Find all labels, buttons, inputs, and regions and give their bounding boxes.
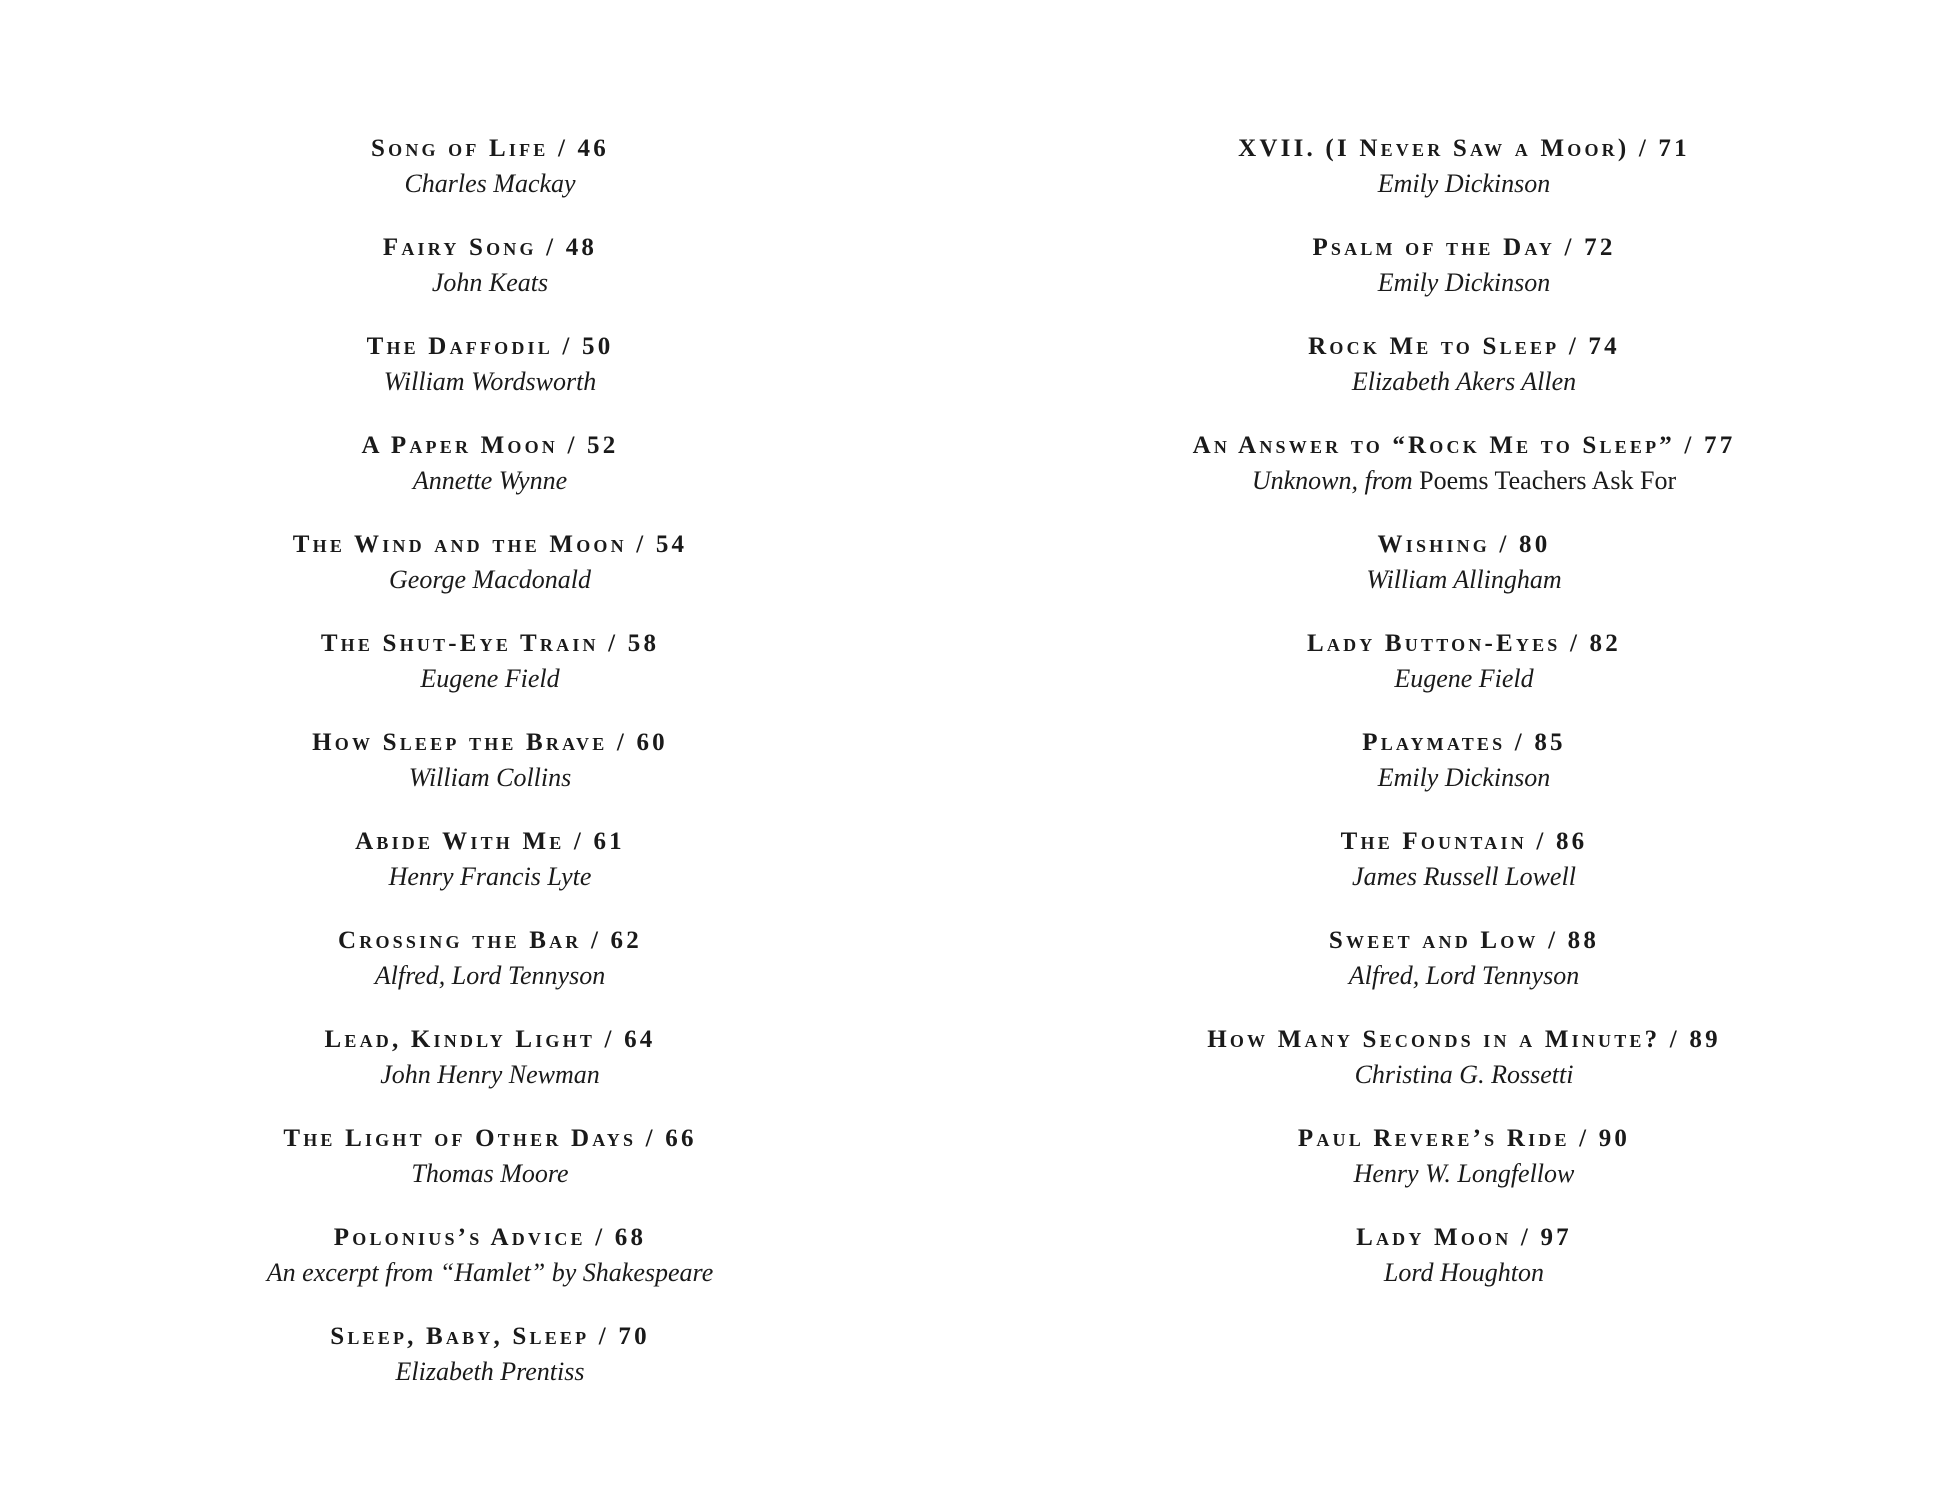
poem-author: James Russell Lowell xyxy=(1352,862,1576,891)
toc-entry xyxy=(1366,529,1561,628)
poem-title: Wishing / 80 xyxy=(1377,531,1551,558)
poem-author: William Wordsworth xyxy=(383,367,597,396)
toc-entry xyxy=(338,925,642,1024)
toc-entry xyxy=(330,1321,650,1420)
poem-author: Henry Francis Lyte xyxy=(388,862,592,891)
toc-entry xyxy=(1298,1123,1630,1222)
toc-entry xyxy=(355,826,625,925)
poem-author: John Henry Newman xyxy=(380,1060,600,1089)
poem-title: Fairy Song / 48 xyxy=(382,234,598,261)
poem-title: Lady Button-Eyes / 82 xyxy=(1307,630,1621,657)
toc-entry xyxy=(1193,430,1736,529)
poem-author: John Keats xyxy=(431,268,549,297)
poem-title: Playmates / 85 xyxy=(1362,729,1566,756)
poem-author: William Collins xyxy=(408,763,572,792)
poem-author: Christina G. Rossetti xyxy=(1354,1060,1574,1089)
poem-title: Abide With Me / 61 xyxy=(355,828,625,855)
toc-entry xyxy=(325,1024,656,1123)
poem-title: The Daffodil / 50 xyxy=(366,333,614,360)
poem-title: Rock Me to Sleep / 74 xyxy=(1308,333,1620,360)
poem-title: Lady Moon / 97 xyxy=(1356,1224,1572,1251)
poem-author-prefix: Unknown, from xyxy=(1251,466,1420,495)
poem-title: Polonius’s Advice / 68 xyxy=(333,1224,647,1251)
poem-title: The Shut-Eye Train / 58 xyxy=(320,630,660,657)
toc-left-column xyxy=(110,133,870,1420)
poem-title: The Wind and the Moon / 54 xyxy=(292,531,688,558)
toc-entry xyxy=(1308,331,1620,430)
poem-author: Alfred, Lord Tennyson xyxy=(1348,961,1580,990)
toc-entry xyxy=(367,331,614,430)
poem-author: Lord Houghton xyxy=(1383,1258,1545,1287)
poem-title: Song of Life / 46 xyxy=(371,135,609,162)
poem-author: Henry W. Longfellow xyxy=(1353,1159,1575,1188)
poem-author: Charles Mackay xyxy=(404,169,576,198)
poem-author: Elizabeth Akers Allen xyxy=(1351,367,1577,396)
poem-title: Paul Revere’s Ride / 90 xyxy=(1297,1125,1631,1152)
poem-title: XVII. (I Never Saw a Moor) / 71 xyxy=(1238,135,1690,162)
toc-entry xyxy=(1362,727,1566,826)
poem-author: Eugene Field xyxy=(1394,664,1534,693)
toc-entry xyxy=(1329,925,1599,1024)
poem-author: George Macdonald xyxy=(389,565,591,594)
poem-title: An Answer to “Rock Me to Sleep” / 77 xyxy=(1192,432,1736,459)
poem-author xyxy=(1252,464,1676,498)
poem-author: Emily Dickinson xyxy=(1377,763,1551,792)
poem-title: How Sleep the Brave / 60 xyxy=(312,729,668,756)
toc-entry xyxy=(1312,232,1615,331)
toc-entry xyxy=(362,430,619,529)
toc-entry xyxy=(1307,628,1621,727)
poem-title: The Light of Other Days / 66 xyxy=(283,1125,697,1152)
toc-entry xyxy=(293,529,688,628)
toc-entry xyxy=(383,232,597,331)
poem-author: Alfred, Lord Tennyson xyxy=(374,961,606,990)
poem-title: Lead, Kindly Light / 64 xyxy=(324,1026,656,1053)
toc-entry xyxy=(267,1222,713,1321)
poem-title: The Fountain / 86 xyxy=(1340,828,1588,855)
toc-right-column xyxy=(1084,133,1844,1321)
toc-entry xyxy=(1356,1222,1572,1321)
poem-author: Thomas Moore xyxy=(411,1159,569,1188)
poem-author: Eugene Field xyxy=(420,664,560,693)
poem-author: William Allingham xyxy=(1366,565,1562,594)
poem-author: Emily Dickinson xyxy=(1377,169,1551,198)
poem-title: How Many Seconds in a Minute? / 89 xyxy=(1207,1026,1721,1053)
toc-entry xyxy=(283,1123,696,1222)
toc-entry xyxy=(312,727,668,826)
poem-title: A Paper Moon / 52 xyxy=(361,432,619,459)
poem-title: Crossing the Bar / 62 xyxy=(338,927,642,954)
toc-entry xyxy=(371,133,609,232)
toc-entry xyxy=(321,628,659,727)
poem-author: Elizabeth Prentiss xyxy=(395,1357,585,1386)
toc-entry xyxy=(1207,1024,1721,1123)
poem-title: Sweet and Low / 88 xyxy=(1328,927,1600,954)
poem-title: Sleep, Baby, Sleep / 70 xyxy=(330,1323,650,1350)
poem-author: An excerpt from “Hamlet” by Shakespeare xyxy=(266,1258,714,1287)
poem-title: Psalm of the Day / 72 xyxy=(1312,234,1616,261)
toc-entry xyxy=(1341,826,1588,925)
toc-entry xyxy=(1238,133,1690,232)
poem-source-book: Poems Teachers Ask For xyxy=(1419,466,1677,495)
poem-author: Annette Wynne xyxy=(412,466,568,495)
poem-author: Emily Dickinson xyxy=(1377,268,1551,297)
